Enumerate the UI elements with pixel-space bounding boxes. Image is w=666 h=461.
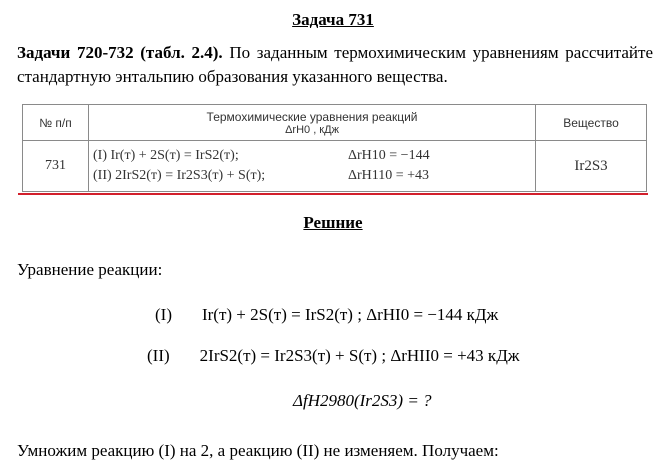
- row-eq2-reaction: (II) 2IrS2(т) = Ir2S3(т) + S(т);: [93, 168, 266, 183]
- equation-2: [147, 346, 520, 366]
- equation-2-label: (II): [147, 346, 170, 365]
- equation-2-body: 2IrS2(т) = Ir2S3(т) + S(т) ; ΔrHII0 = +43 кДж: [199, 346, 520, 365]
- col-substance-header: Вещество: [536, 105, 647, 141]
- row-substance: Ir2S3: [536, 141, 647, 192]
- equation-1: [155, 305, 498, 325]
- row-eq2-enthalpy: ΔrH110 = +43: [348, 168, 430, 183]
- solution-title: Решние: [303, 213, 363, 232]
- row-eq1-reaction: (I) Ir(т) + 2S(т) = IrS2(т);: [93, 148, 239, 163]
- problem-text: По заданным термохимическим уравнениям рассчитайте стандартную энтальпию образования указанного вещества.: [17, 43, 653, 86]
- col-equations-header-line2: ΔrH0 , кДж: [285, 123, 339, 136]
- solution-lead: Уравнение реакции:: [17, 260, 163, 279]
- problem-statement: [17, 41, 653, 89]
- col-number-header: № п/п: [23, 105, 89, 141]
- solution-next-step: Умножим реакцию (I) на 2, а реакцию (II) не изменяем. Получаем:: [17, 441, 499, 460]
- equation-1-body: Ir(т) + 2S(т) = IrS2(т) ; ΔrHI0 = −144 кДж: [201, 305, 499, 324]
- problem-title: Задача 731: [292, 10, 374, 29]
- target-equation: ΔfH2980(Ir2S3) = ?: [293, 391, 432, 410]
- row-number: 731: [23, 141, 89, 192]
- row-eq1-enthalpy: ΔrH10 = −144: [348, 148, 430, 163]
- problem-reference: Задачи 720-732 (табл. 2.4).: [17, 43, 223, 62]
- equation-1-label: (I): [155, 305, 172, 324]
- row-equations: [89, 141, 536, 192]
- reactions-table: [22, 104, 647, 192]
- col-equations-header: [89, 105, 536, 141]
- divider-line: [18, 193, 648, 195]
- col-equations-header-line1: Термохимические уравнения реакций: [206, 109, 418, 124]
